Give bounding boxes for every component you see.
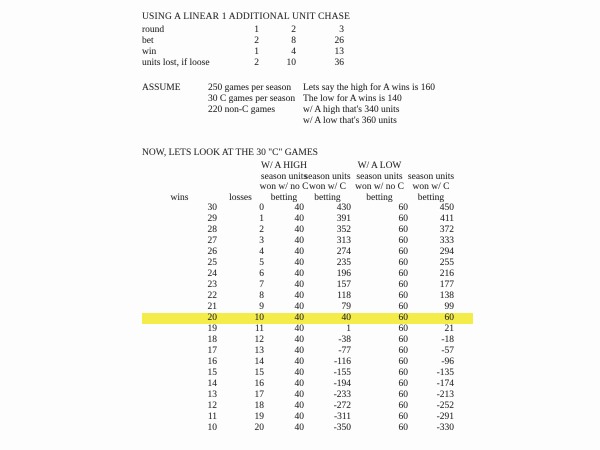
chase-value: 8 <box>291 36 296 46</box>
cell-spacer <box>454 258 473 269</box>
group-header-high: W/ A HIGH <box>261 161 307 171</box>
cell-value: 60 <box>398 335 408 345</box>
chase-value: 4 <box>291 47 296 57</box>
cell-value: 17 <box>207 346 217 356</box>
cell-value: 20 <box>207 313 217 323</box>
cgames-table-body <box>142 203 473 434</box>
cell-value: -96 <box>441 357 454 367</box>
cell-value: 40 <box>294 368 304 378</box>
cell-value: 21 <box>207 302 217 312</box>
cell-value: 25 <box>207 258 217 268</box>
cell-value: 12 <box>207 401 217 411</box>
cell-value: 430 <box>336 203 351 213</box>
table-row <box>142 258 473 269</box>
cell-value: 60 <box>398 423 408 433</box>
cell-value: 14 <box>254 357 264 367</box>
cell-value: 8 <box>259 291 264 301</box>
table-row <box>142 368 473 379</box>
cell-value: 157 <box>336 280 351 290</box>
cell-value: 60 <box>398 236 408 246</box>
table-subheader-row-3 <box>142 193 473 204</box>
cell-value: 10 <box>207 423 217 433</box>
col-header-won-no-c: won w/ no C <box>355 182 404 192</box>
cell-value: 118 <box>337 291 351 301</box>
table-row <box>142 280 473 291</box>
cell-value: 216 <box>439 269 454 279</box>
cell-value: 14 <box>207 379 217 389</box>
cell-value: 20 <box>254 423 264 433</box>
cell-spacer <box>454 390 473 401</box>
cgames-table <box>142 161 473 434</box>
cell-value: 60 <box>398 401 408 411</box>
cell-value: 40 <box>294 291 304 301</box>
cell-value: -311 <box>333 412 351 422</box>
cell-value: 60 <box>398 280 408 290</box>
cell-value: 26 <box>207 247 217 257</box>
assume-text: 30 C games per season <box>208 94 296 104</box>
cell-value: 60 <box>398 203 408 213</box>
cell-value: 60 <box>398 214 408 224</box>
assume-text <box>142 105 208 116</box>
cell-value: -77 <box>338 346 351 356</box>
table-row <box>142 269 473 280</box>
cell-value: 27 <box>207 236 217 246</box>
cell-value: 40 <box>294 357 304 367</box>
assume-text: Lets say the high for A wins is 160 <box>303 83 435 93</box>
cell-value: -57 <box>441 346 454 356</box>
table-row <box>142 247 473 258</box>
cell-spacer <box>454 324 473 335</box>
cell-value: 11 <box>207 412 217 422</box>
table-row <box>142 203 473 214</box>
cell-value: 60 <box>398 302 408 312</box>
cell-value: 40 <box>294 379 304 389</box>
cell-value: 28 <box>207 225 217 235</box>
cell-spacer <box>454 379 473 390</box>
cell-value: 372 <box>439 225 454 235</box>
cell-value: -135 <box>436 368 454 378</box>
cell-value: 60 <box>398 258 408 268</box>
cell-value: -272 <box>333 401 351 411</box>
group-header-low: W/ A LOW <box>357 161 402 171</box>
cell-value: 10 <box>254 313 264 323</box>
cell-value: 235 <box>336 258 351 268</box>
cell-value: -330 <box>436 423 454 433</box>
assume-text: w/ A high that's 340 units <box>303 105 400 115</box>
col-header-season-units: season units <box>260 171 308 182</box>
cell-value: -350 <box>333 423 351 433</box>
cell-value: 6 <box>259 269 264 279</box>
cell-value: 40 <box>294 302 304 312</box>
cell-value: -194 <box>333 379 351 389</box>
assume-text <box>142 116 208 127</box>
assume-text: The low for A wins is 140 <box>303 94 402 104</box>
cell-value: 294 <box>439 247 454 257</box>
chase-row-label: bet <box>142 36 154 46</box>
cell-spacer <box>454 401 473 412</box>
cell-value: 60 <box>398 247 408 257</box>
chase-value: 1 <box>254 25 259 35</box>
table-row <box>142 236 473 247</box>
cell-value: 5 <box>259 258 264 268</box>
chase-row-label: win <box>142 47 157 57</box>
assume-text: w/ A low that's 360 units <box>303 116 397 126</box>
col-header-wins: wins <box>170 192 189 203</box>
assume-text: ASSUME <box>142 83 181 93</box>
cell-value: 40 <box>294 423 304 433</box>
cell-value: -233 <box>333 390 351 400</box>
cell-value: 9 <box>259 302 264 312</box>
cell-value: 21 <box>444 324 454 334</box>
cell-spacer <box>454 335 473 346</box>
assume-text: 250 games per season <box>208 83 292 93</box>
table-row <box>142 401 473 412</box>
cell-spacer <box>454 291 473 302</box>
chase-table <box>142 25 350 69</box>
cell-value: 11 <box>254 324 264 334</box>
table-row <box>142 225 473 236</box>
col-header-betting: betting <box>270 192 298 203</box>
cell-value: 60 <box>398 357 408 367</box>
col-header-won-c: won w/ C <box>412 182 450 192</box>
cell-value: 40 <box>294 390 304 400</box>
table-row <box>142 302 473 313</box>
cell-value: 40 <box>294 269 304 279</box>
cell-spacer <box>454 203 473 214</box>
cell-value: 18 <box>254 401 264 411</box>
table-group-header-row <box>142 161 473 172</box>
chase-value: 26 <box>334 36 344 46</box>
assume-section <box>142 83 435 127</box>
cell-value: 60 <box>398 324 408 334</box>
cell-value: 60 <box>398 291 408 301</box>
col-header-betting: betting <box>314 192 341 203</box>
cell-value: 13 <box>207 390 217 400</box>
col-header-won-no-c: won w/ no C <box>259 182 309 192</box>
col-header-season-units: season units <box>407 171 455 182</box>
cell-value: 40 <box>294 258 304 268</box>
cgames-section <box>142 148 473 434</box>
cell-value: 255 <box>439 258 454 268</box>
chase-value: 1 <box>254 47 259 57</box>
cell-value: 60 <box>398 269 408 279</box>
chase-value: 2 <box>254 36 259 46</box>
cell-value: 16 <box>254 379 264 389</box>
cell-value: 40 <box>294 236 304 246</box>
table-row <box>142 291 473 302</box>
table-row <box>142 423 473 434</box>
col-header-season-units: season units <box>304 171 351 182</box>
chase-value: 36 <box>334 58 344 68</box>
cell-value: 16 <box>207 357 217 367</box>
cell-spacer <box>454 357 473 368</box>
cell-value: 274 <box>336 247 351 257</box>
cell-value: 60 <box>398 313 408 323</box>
cell-value: 15 <box>207 368 217 378</box>
cell-value: -116 <box>333 357 351 367</box>
cell-value: 40 <box>294 335 304 345</box>
cell-value: -18 <box>441 335 454 345</box>
cell-value: 411 <box>440 214 454 224</box>
table-row <box>142 390 473 401</box>
cell-value: 23 <box>207 280 217 290</box>
col-header-losses: losses <box>229 192 252 203</box>
col-header-season-units: season units <box>356 171 403 182</box>
cell-value: 79 <box>341 302 351 312</box>
cell-value: 60 <box>398 346 408 356</box>
chase-title: USING A LINEAR 1 ADDITIONAL UNIT CHASE <box>142 12 351 22</box>
cell-value: -38 <box>338 335 351 345</box>
table-row <box>142 379 473 390</box>
cell-value: 196 <box>336 269 351 279</box>
highlighted-table-row <box>142 313 473 324</box>
chase-row-label: units lost, if loose <box>142 58 210 68</box>
table-subheader-row-1 <box>142 172 473 183</box>
assume-text <box>208 116 303 127</box>
cell-value: 7 <box>259 280 264 290</box>
cell-spacer <box>454 423 473 434</box>
cell-spacer <box>454 412 473 423</box>
cell-value: 333 <box>439 236 454 246</box>
cell-value: 30 <box>207 203 217 213</box>
cell-spacer <box>454 313 473 324</box>
cell-value: -155 <box>333 368 351 378</box>
cell-value: 3 <box>259 236 264 246</box>
cell-value: 40 <box>294 324 304 334</box>
cell-value: 2 <box>259 225 264 235</box>
cell-value: 40 <box>294 247 304 257</box>
cell-value: 40 <box>341 313 351 323</box>
cell-value: 17 <box>254 390 264 400</box>
cell-value: 60 <box>444 313 454 323</box>
table-row <box>142 357 473 368</box>
cell-value: 60 <box>398 390 408 400</box>
cell-value: 24 <box>207 269 217 279</box>
cell-value: 40 <box>294 280 304 290</box>
chase-value: 13 <box>334 47 344 57</box>
chase-section <box>142 11 350 69</box>
table-row <box>142 412 473 423</box>
table-row <box>142 324 473 335</box>
cell-value: 0 <box>259 203 264 213</box>
cell-value: 40 <box>294 346 304 356</box>
cell-value: 12 <box>254 335 264 345</box>
cgames-heading: NOW, LETS LOOK AT THE 30 "C" GAMES <box>142 148 318 158</box>
cell-value: 138 <box>439 291 454 301</box>
cell-value: 15 <box>254 368 264 378</box>
cell-value: 19 <box>207 324 217 334</box>
chase-value: 2 <box>291 25 296 35</box>
cell-spacer <box>454 368 473 379</box>
cell-value: 18 <box>207 335 217 345</box>
cell-spacer <box>454 280 473 291</box>
cell-value: 99 <box>444 302 454 312</box>
cell-value: 40 <box>294 203 304 213</box>
assume-text: 220 non-C games <box>208 105 276 115</box>
cell-value: 40 <box>294 401 304 411</box>
cell-value: 19 <box>254 412 264 422</box>
cell-value: 40 <box>294 313 304 323</box>
cell-value: 60 <box>398 379 408 389</box>
cell-value: 450 <box>439 203 454 213</box>
cell-value: 4 <box>259 247 264 257</box>
cell-spacer <box>454 236 473 247</box>
cell-spacer <box>454 247 473 258</box>
cell-value: 40 <box>294 225 304 235</box>
table-subheader-row-2 <box>142 182 473 193</box>
cell-value: 313 <box>336 236 351 246</box>
cell-value: 1 <box>346 324 351 334</box>
cell-spacer <box>454 302 473 313</box>
cell-value: 40 <box>294 412 304 422</box>
assume-text <box>142 94 208 105</box>
cell-spacer <box>454 214 473 225</box>
cell-value: 29 <box>207 214 217 224</box>
cell-value: 22 <box>207 291 217 301</box>
col-header-betting: betting <box>417 192 445 203</box>
cell-value: 391 <box>336 214 351 224</box>
cell-value: 13 <box>254 346 264 356</box>
cell-value: 60 <box>398 412 408 422</box>
cell-value: -213 <box>436 390 454 400</box>
cell-value: 1 <box>259 214 264 224</box>
cell-value: -252 <box>436 401 454 411</box>
cell-value: -174 <box>436 379 454 389</box>
chase-value: 10 <box>286 58 296 68</box>
cell-value: 40 <box>294 214 304 224</box>
cell-spacer <box>454 269 473 280</box>
table-row <box>142 214 473 225</box>
table-row <box>142 335 473 346</box>
table-row <box>142 346 473 357</box>
cell-value: -291 <box>436 412 454 422</box>
chase-value: 2 <box>254 58 259 68</box>
col-header-betting: betting <box>366 192 393 203</box>
cell-value: 60 <box>398 225 408 235</box>
cell-value: 352 <box>336 225 351 235</box>
chase-value: 3 <box>339 25 344 35</box>
cell-value: 60 <box>398 368 408 378</box>
cell-value: 177 <box>439 280 454 290</box>
cell-spacer <box>454 225 473 236</box>
chase-row-label: round <box>142 25 165 35</box>
col-header-won-c: won w/ C <box>309 182 346 192</box>
cell-spacer <box>454 346 473 357</box>
